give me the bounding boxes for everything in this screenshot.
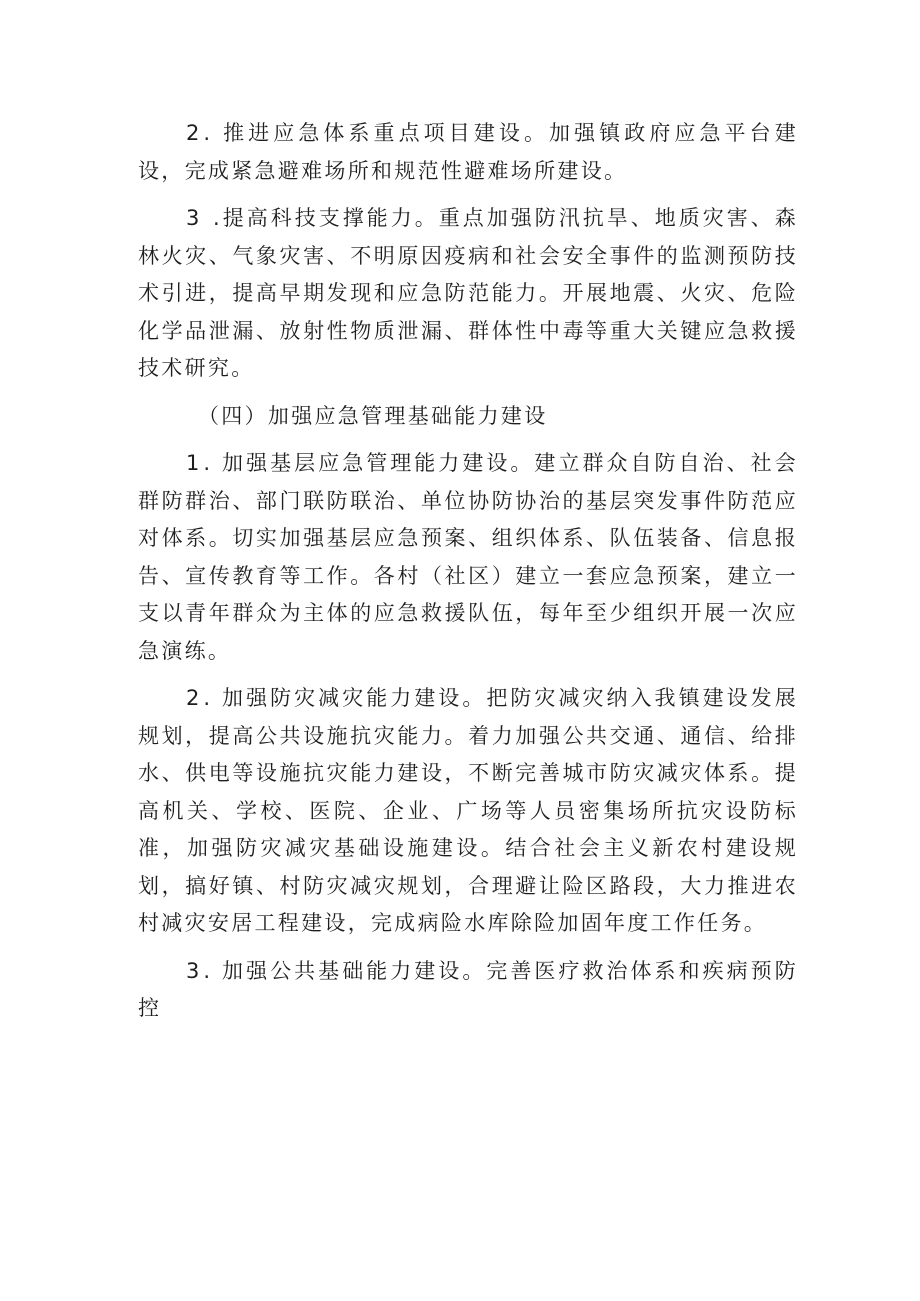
paragraph-item-2-disaster-prevention [138,680,798,943]
paragraph-number: 1 [186,451,200,475]
paragraph-text: .提高科技支撑能力。重点加强防汛抗旱、地质灾害、森林火灾、气象灾害、不明原因疫病和社会安全事件的监测预防技术引进，提高早期发现和应急防范能力。开展地震、火灾、危险化学品泄漏、放射性物质泄漏、群体性中毒等重大关键应急救援技术研究。 [138,206,798,380]
section-heading-four [138,398,798,436]
section-heading-text: （四）加强应急管理基础能力建设 [198,403,548,428]
paragraph-text: . 推进应急体系重点项目建设。加强镇政府应急平台建设，完成紧急避难场所和规范性避难场所建设。 [138,121,798,183]
paragraph-item-1-grassroots [138,445,798,670]
paragraph-item-3-public-infrastructure [138,953,798,1028]
paragraph-number: 3 [186,958,200,983]
paragraph-number: 2 [186,121,200,145]
paragraph-text: . 加强基层应急管理能力建设。建立群众自防自治、社会群防群治、部门联防联治、单位协防协治的基层突发事件防范应对体系。切实加强基层应急预案、组织体系、队伍装备、信息报告、宣传教育等工作。各村（社区）建立一套应急预案，建立一支以青年群众为主体的应急救援队伍，每年至少组织开展一次应急演练。 [138,451,798,663]
paragraph-text: . 加强防灾减灾能力建设。把防灾减灾纳入我镇建设发展规划，提高公共设施抗灾能力。着力加强公共交通、通信、给排水、供电等设施抗灾能力建设，不断完善城市防灾减灾体系。提高机关、学校、医院、企业、广场等人员密集场所抗灾设防标准，加强防灾减灾基础设施建设。结合社会主义新农村建设规划，搞好镇、村防灾减灾规划，合理避让险区路段，大力推进农村减灾安居工程建设，完成病险水库除险加固年度工作任务。 [138,686,798,935]
document-body [138,115,798,1038]
paragraph-item-2-emergency-projects [138,115,798,190]
paragraph-text: . 加强公共基础能力建设。完善医疗救治体系和疾病预防控 [138,958,798,1020]
paragraph-number: 2 [186,686,200,710]
paragraph-number: 3 [186,206,200,230]
paragraph-item-3-tech-support [138,200,798,388]
